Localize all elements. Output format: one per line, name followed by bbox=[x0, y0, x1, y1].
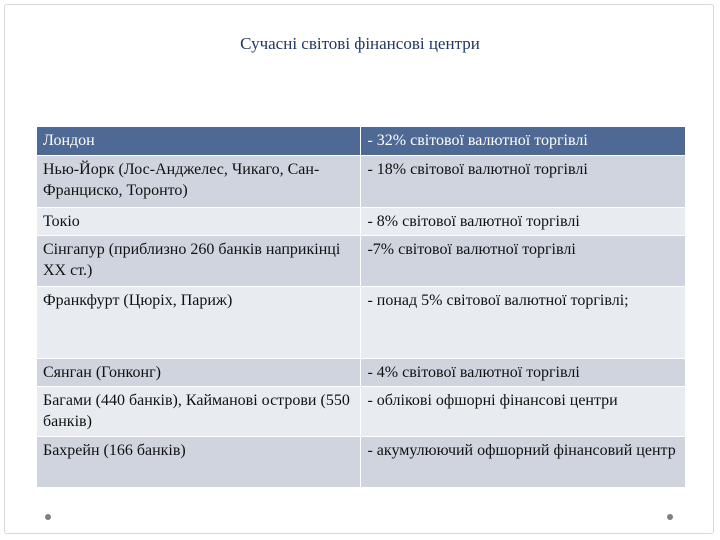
cell-city: Токіо bbox=[37, 208, 361, 236]
header-share: - 32% світової валютної торгівлі bbox=[361, 127, 686, 156]
cell-city: Сінгапур (приблизно 260 банків наприкінці XX ст.) bbox=[37, 236, 361, 287]
cell-share: - понад 5% світової валютної торгівлі; bbox=[361, 287, 686, 359]
cell-share: - акумулюючий офшорний фінансовий центр bbox=[361, 437, 686, 488]
bullet-dot-left bbox=[45, 514, 51, 520]
bullet-dot-right bbox=[667, 514, 673, 520]
cell-city: Сянган (Гонконг) bbox=[37, 359, 361, 387]
table-row bbox=[37, 437, 686, 488]
table-header-row bbox=[37, 127, 686, 156]
cell-share: - облікові офшорні фінансові центри bbox=[361, 387, 686, 437]
cell-city: Нью-Йорк (Лос-Анджелес, Чикаго, Сан-Франциско, Торонто) bbox=[37, 156, 361, 208]
cell-city: Бахрейн (166 банків) bbox=[37, 437, 361, 488]
cell-city: Франкфурт (Цюріх, Париж) bbox=[37, 287, 361, 359]
cell-city: Багами (440 банків), Кайманові острови (550 банків) bbox=[37, 387, 361, 437]
financial-centers-table bbox=[36, 126, 686, 488]
header-city: Лондон bbox=[37, 127, 361, 156]
table-row bbox=[37, 208, 686, 236]
cell-share: - 4% світової валютної торгівлі bbox=[361, 359, 686, 387]
table-row bbox=[37, 359, 686, 387]
cell-share: - 8% світової валютної торгівлі bbox=[361, 208, 686, 236]
table-row bbox=[37, 156, 686, 208]
table-row bbox=[37, 387, 686, 437]
cell-share: - 18% світової валютної торгівлі bbox=[361, 156, 686, 208]
table-row bbox=[37, 287, 686, 359]
table-row bbox=[37, 236, 686, 287]
slide-title: Сучасні світові фінансові центри bbox=[240, 34, 480, 53]
cell-share: -7% світової валютної торгівлі bbox=[361, 236, 686, 287]
